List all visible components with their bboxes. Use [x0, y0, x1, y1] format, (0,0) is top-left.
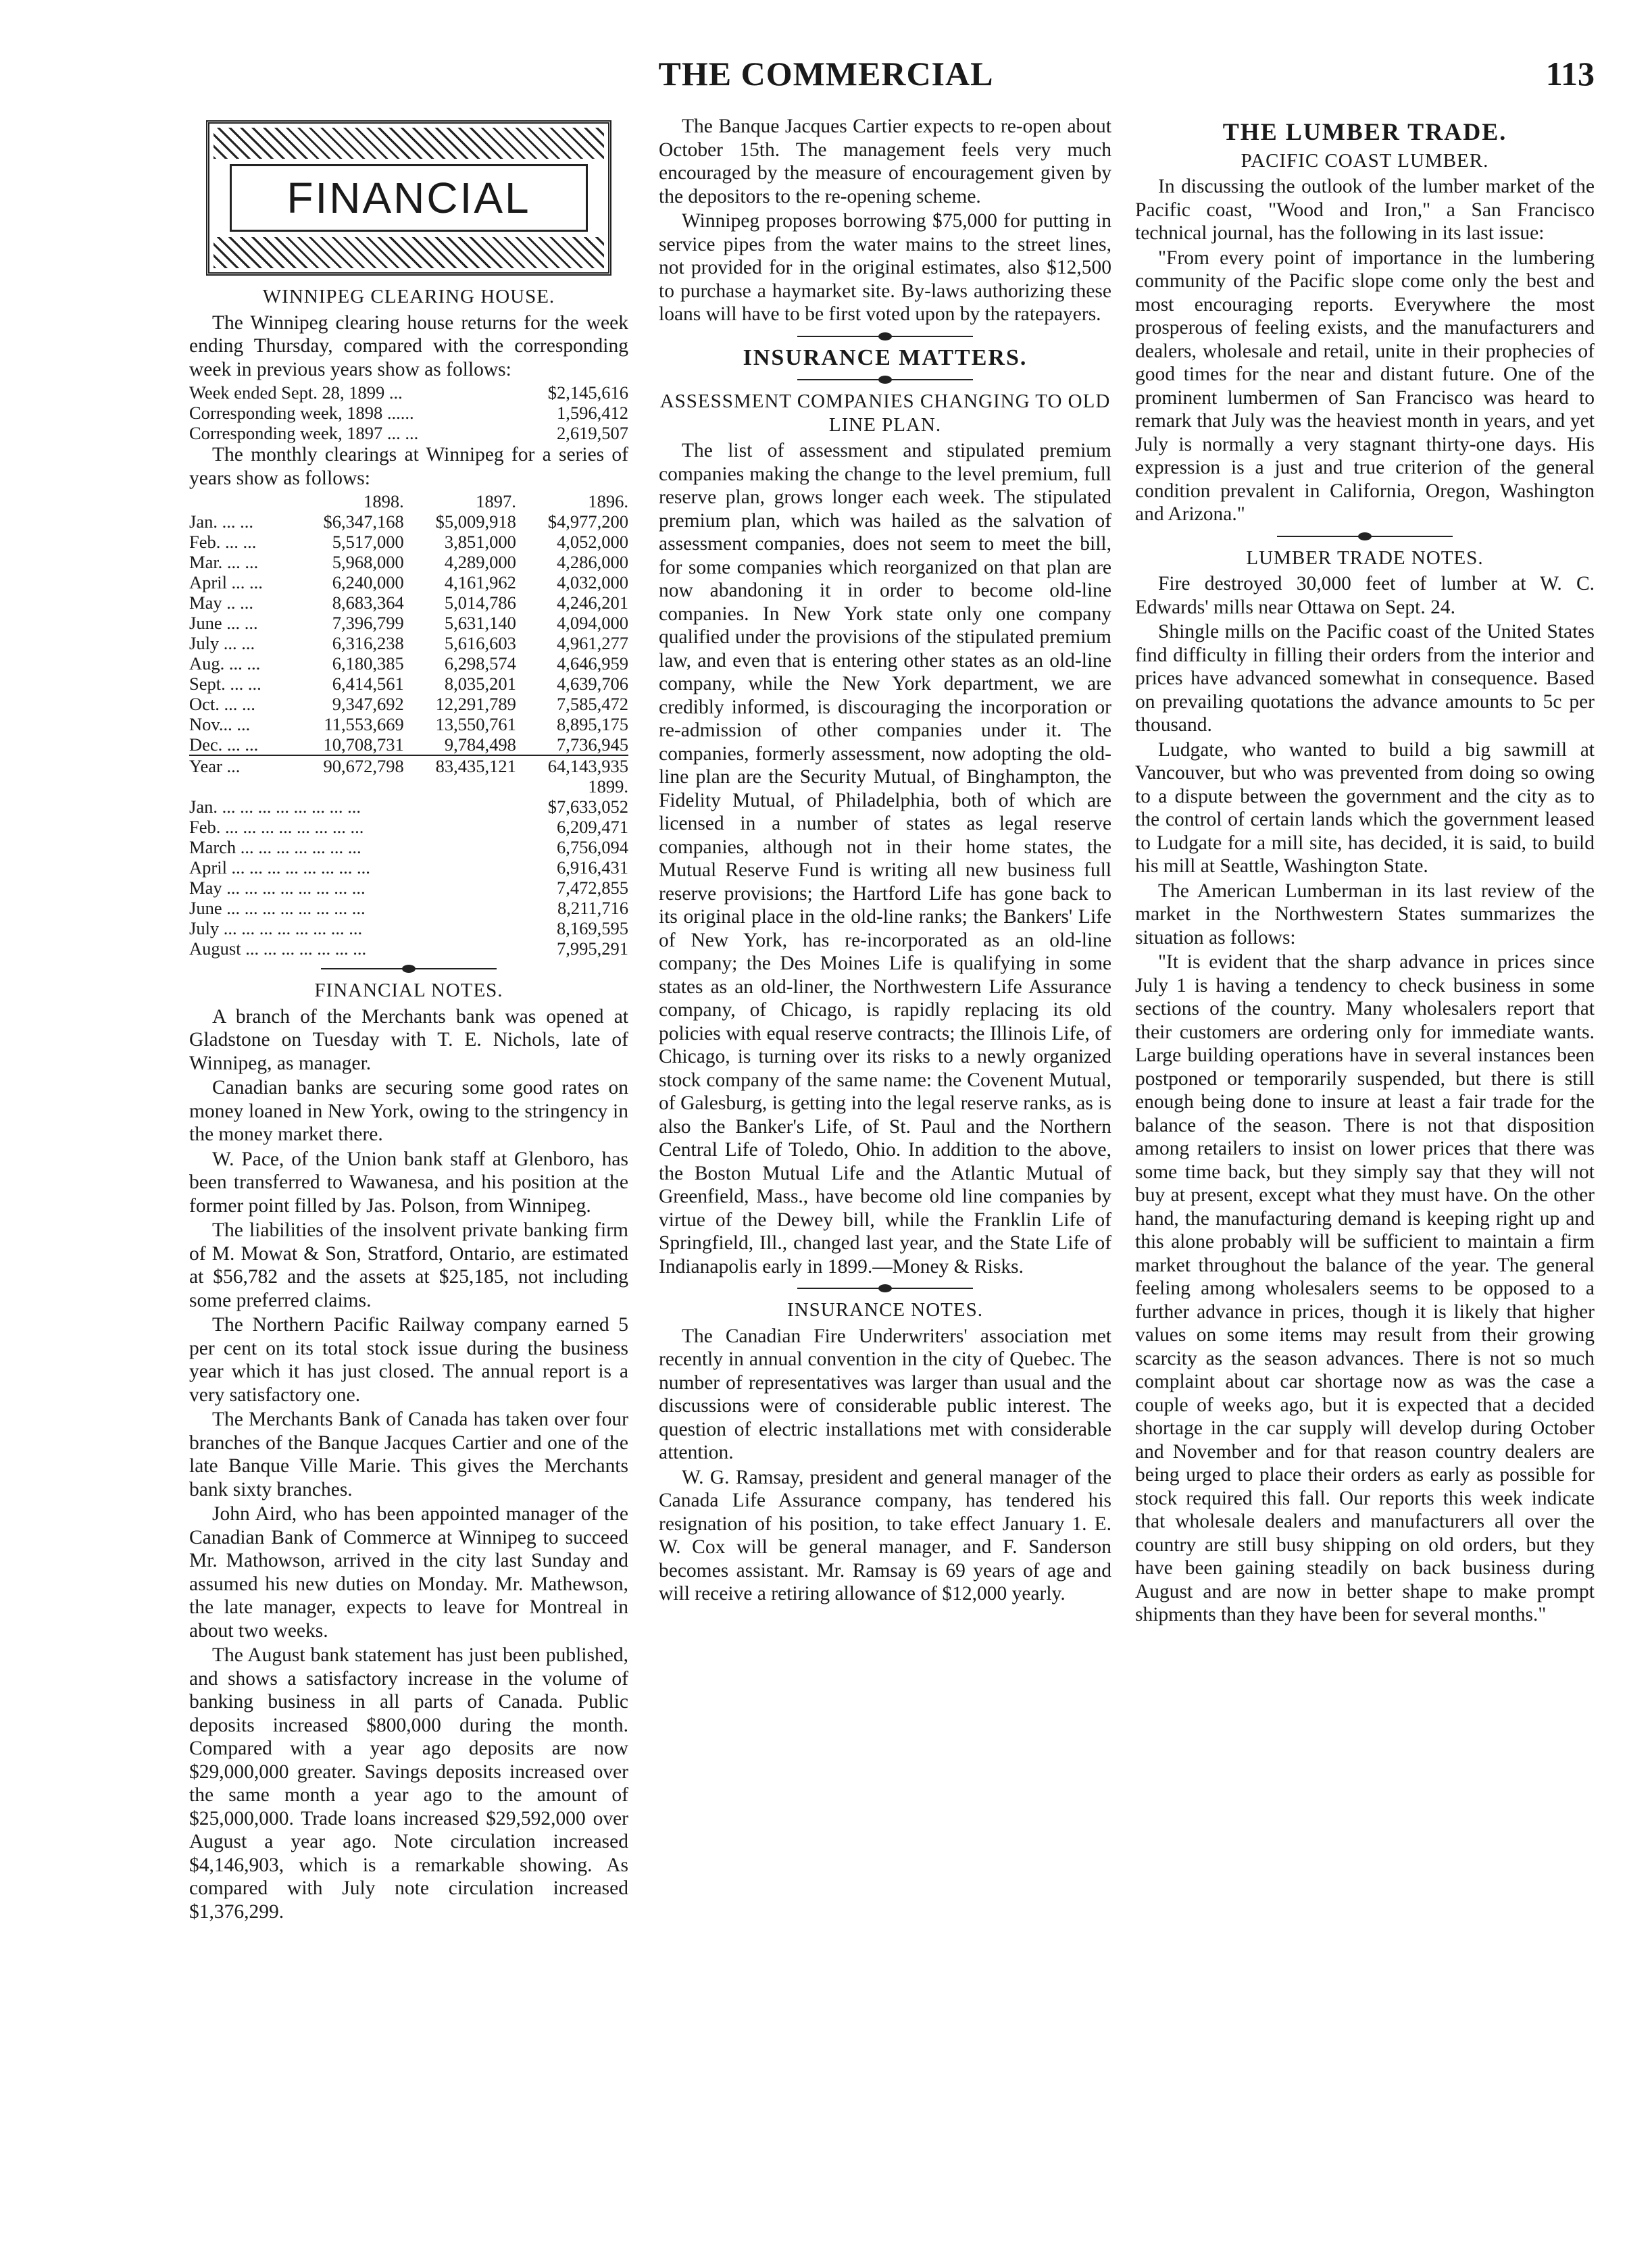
- divider: [797, 1288, 973, 1289]
- table-cell: 7,585,472: [557, 694, 628, 714]
- month-label: June ... ... ... ... ... ... ... ...: [189, 898, 366, 918]
- column-lumber: [1135, 120, 1595, 1628]
- lumber-notes: [1135, 572, 1595, 1627]
- section-heading: FINANCIAL NOTES.: [314, 980, 503, 1001]
- table-row: [189, 572, 628, 592]
- column-insurance: [659, 115, 1111, 1607]
- table-row: [189, 857, 628, 878]
- table-row: [189, 592, 628, 613]
- month-label: July ... ... ... ... ... ... ... ...: [189, 918, 363, 938]
- table-cell: 9,784,498: [444, 734, 516, 755]
- month-label: June ... ...: [189, 613, 258, 633]
- table-cell: 4,094,000: [557, 613, 628, 633]
- banner-label: FINANCIAL: [230, 164, 588, 232]
- table-cell: 7,995,291: [557, 938, 628, 959]
- paragraph: The Northern Pacific Railway company earned 5 per cent on its total stock issue during the business year which it has just closed. The annual report is a very satisfactory one.: [189, 1314, 628, 1406]
- section-heading: WINNIPEG CLEARING HOUSE.: [262, 286, 555, 307]
- banner-ornament: [214, 237, 604, 268]
- table-cell: 8,683,364: [332, 592, 404, 613]
- table-cell: 11,553,669: [324, 714, 404, 734]
- weekly-clearings: [189, 382, 628, 443]
- table-cell: 5,968,000: [332, 552, 404, 572]
- table-cell: 4,646,959: [557, 653, 628, 674]
- table-cell: 6,180,385: [332, 653, 404, 674]
- table-cell: 12,291,789: [435, 694, 516, 714]
- month-label: Sept. ... ...: [189, 674, 261, 694]
- table-cell: 4,052,000: [557, 532, 628, 552]
- table-row: [189, 817, 628, 837]
- table-cell: 4,289,000: [444, 552, 516, 572]
- table-cell: [189, 491, 292, 511]
- week-value: $2,145,616: [547, 382, 628, 403]
- table-header-row: [189, 491, 628, 511]
- table-cell: 10,708,731: [323, 734, 404, 755]
- table-cell: 90,672,798: [292, 755, 404, 776]
- table-row: [189, 694, 628, 714]
- sub-heading: PACIFIC COAST LUMBER.: [1241, 149, 1489, 172]
- table-cell: 64,143,935: [516, 755, 628, 776]
- paragraph: The Merchants Bank of Canada has taken over four branches of the Banque Jacques Cartier and one of the late Banque Ville Marie. This gives the Merchants bank sixty branches.: [189, 1409, 628, 1500]
- insurance-notes: [659, 1325, 1111, 1606]
- paragraph: Fire destroyed 30,000 feet of lumber at W. C. Edwards' mills near Ottawa on Sept. 24.: [1135, 573, 1595, 618]
- table-row: [189, 837, 628, 857]
- article-heading: ASSESSMENT COMPANIES CHANGING TO OLD LINE PLAN.: [659, 390, 1111, 436]
- week-row: [189, 403, 628, 423]
- paragraph: Canadian banks are securing some good rates on money loaned in New York, owing to the stringency in the money market there.: [189, 1077, 628, 1145]
- table-cell: 6,298,574: [444, 653, 516, 674]
- divider: [797, 336, 973, 337]
- page-header-title: THE COMMERCIAL: [658, 55, 994, 93]
- month-label: Feb. ... ... ... ... ... ... ... ...: [189, 817, 364, 837]
- table-cell: 5,014,786: [444, 592, 516, 613]
- paragraph: The liabilities of the insolvent private banking firm of M. Mowat & Son, Stratford, Ontario, are estimated at $56,782 and the assets at $25,185, not including some preferred claims.: [189, 1219, 628, 1311]
- financial-notes-cont: [659, 115, 1111, 326]
- table-row: [189, 532, 628, 552]
- table-cell: 4,639,706: [557, 674, 628, 694]
- section-heading: INSURANCE MATTERS.: [743, 345, 1028, 370]
- table-header-row: [189, 776, 628, 796]
- paragraph: The American Lumberman in its last review of the market in the Northwestern States summarizes the situation as follows:: [1135, 880, 1595, 949]
- section-heading: THE LUMBER TRADE.: [1222, 118, 1507, 145]
- paragraph: In discussing the outlook of the lumber market of the Pacific coast, "Wood and Iron," a San Francisco technical journal, has the following in its last issue:: [1135, 176, 1595, 244]
- table-cell: 5,616,603: [444, 633, 516, 653]
- month-label: Nov... ...: [189, 714, 251, 734]
- paragraph: The Banque Jacques Cartier expects to re-open about October 15th. The management feels very much encouraged by the measure of encouragement given by the depositors to the re-opening scheme.: [659, 116, 1111, 207]
- table-cell: 6,209,471: [557, 817, 628, 837]
- table-row: [189, 714, 628, 734]
- month-label: Dec. ... ...: [189, 734, 259, 755]
- month-label: May .. ...: [189, 592, 253, 613]
- table-cell: $4,977,200: [547, 511, 628, 532]
- table-cell: $5,009,918: [435, 511, 516, 532]
- divider: [797, 379, 973, 380]
- table-cell: 83,435,121: [404, 755, 516, 776]
- week-value: 2,619,507: [557, 423, 628, 443]
- monthly-clearings-table: [189, 491, 628, 959]
- table-cell: 8,169,595: [557, 918, 628, 938]
- paragraph: John Aird, who has been appointed manager of the Canadian Bank of Commerce at Winnipeg to succeed Mr. Mathowson, arrived in the city last Sunday and assumed his new duties on Monday. Mr. Mathewson, the late manager, expects to leave for Montreal in about two weeks.: [189, 1503, 628, 1642]
- table-cell: [189, 776, 516, 796]
- week-row: [189, 382, 628, 403]
- week-row: [189, 423, 628, 443]
- paragraph: Ludgate, who wanted to build a big sawmill at Vancouver, but who was prevented from doing so owing to a dispute between the government and the city as to the control of certain lands which the government leased to Ludgate for a mill site, has decided, it is said, to build his mill at Seattle, Washington State.: [1135, 738, 1595, 877]
- paragraph: W. G. Ramsay, president and general manager of the Canada Life Assurance company, has tendered his resignation of his position, to take effect January 1. E. W. Cox will be general manager, and F. Sanderson becomes assistant. Mr. Ramsay is 69 years of age and will receive a retiring allowance of $12,000 yearly.: [659, 1466, 1111, 1604]
- paragraph: The Canadian Fire Underwriters' association met recently in annual convention in the city of Quebec. The number of representatives was larger than usual and the discussions were of considerable public interest. The question of electric installations met with considerable attention.: [659, 1325, 1111, 1463]
- month-label: Feb. ... ...: [189, 532, 257, 552]
- table-cell: 4,286,000: [557, 552, 628, 572]
- year-header: 1899.: [588, 776, 628, 796]
- divider: [1277, 536, 1453, 537]
- table-cell: 6,414,561: [332, 674, 404, 694]
- table-cell: 7,736,945: [557, 734, 628, 755]
- table-cell: $7,633,052: [547, 796, 628, 817]
- month-label: April ... ...: [189, 572, 263, 592]
- month-label: August ... ... ... ... ... ... ...: [189, 938, 367, 959]
- table-cell: 4,961,277: [557, 633, 628, 653]
- paragraph: W. Pace, of the Union bank staff at Glenboro, has been transferred to Wawanesa, and his position at the former point filled by Jas. Polson, from Winnipeg.: [189, 1148, 628, 1217]
- table-cell: 5,631,140: [444, 613, 516, 633]
- paragraph: The August bank statement has just been published, and shows a satisfactory increase in the volume of banking business in all parts of Canada. Public deposits increased $800,000 during the month. Compared with a year ago deposits are now $29,000,000 greater. Savings deposits increased over the same month a year ago to the amount of $25,000,000. Trade loans increased $29,592,000 over August a year ago. Note circulation increased $4,146,903, which is a remarkable showing. As compared with July note circulation increased $1,376,299.: [189, 1644, 628, 1923]
- article-body: The list of assessment and stipulated premium companies making the change to the level premium, full reserve plan, grows longer each week. The stipulated premium plan, which was hailed as the salvation of assessment companies, does not seem to meet the bill, for some companies which reorganized on that plan are now abandoning it in order to become old-line companies. In New York state only one company qualified under the provisions of the stipulated premium law, and even that is entering other states as an old-line company, while the New York department, we are credibly informed, is discouraging the incorporation or re-admission of other companies under it. The companies, formerly assessment, now adopting the old-line plan are the Security Mutual, of Binghampton, the Fidelity Mutual, of Philadelphia, both of which are licensed in a number of states as legal reserve companies, although not in their home states, the Mutual Reserve Fund is writing all new business full reserve provisions; the Hartford Life has gone back to its original place in the old-line ranks; the Bankers' Life of New York, has re-incorporated as an old-line company; the Des Moines Life is qualifying in some states as an old-liner, the Northwestern Life Assurance company, of Chicago, is rapidly replacing its old policies with equal reserve contracts; the Illinois Life, of Chicago, is turning over its risks to a newly organized stock company of the same name: the Covenent Mutual, of Galesburg, is getting into the legal reserve ranks, as is also the Banker's Life, of St. Paul and the Northern Central Life of Toledo, Ohio. In addition to the above, the Boston Mutual Life and the Atlantic Mutual of Greenfield, Mass., have become old line companies by virtue of the Dewey bill, while the Franklin Life of Springfield, Ill., changed last year, and the State Life of Indianapolis early in 1899.—Money & Risks.: [659, 440, 1111, 1278]
- section-heading: INSURANCE NOTES.: [787, 1299, 983, 1321]
- week-label: Corresponding week, 1897 ... ...: [189, 423, 419, 443]
- table-cell: 8,035,201: [444, 674, 516, 694]
- paragraph: The monthly clearings at Winnipeg for a series of years show as follows:: [189, 444, 628, 489]
- table-row: [189, 734, 628, 755]
- table-row: [189, 938, 628, 959]
- month-label: May ... ... ... ... ... ... ... ...: [189, 878, 366, 898]
- paragraph: Shingle mills on the Pacific coast of the United States find difficulty in filling their orders from the interior and prices have advanced somewhat in consequence. Based on prevailing quotations the advance amounts to 5c per thousand.: [1135, 621, 1595, 736]
- month-label: Mar. ... ...: [189, 552, 259, 572]
- year-header: 1898.: [364, 491, 404, 511]
- table-cell: 8,211,716: [557, 898, 628, 918]
- month-label: Jan. ... ... ... ... ... ... ... ...: [189, 796, 361, 817]
- table-row: [189, 674, 628, 694]
- month-label: April ... ... ... ... ... ... ... ...: [189, 857, 370, 878]
- table-cell: 6,316,238: [332, 633, 404, 653]
- table-cell: 4,161,962: [444, 572, 516, 592]
- table-cell: 6,756,094: [557, 837, 628, 857]
- table-row: [189, 918, 628, 938]
- paragraph: A branch of the Merchants bank was opened at Gladstone on Tuesday with T. E. Nichols, late of Winnipeg, as manager.: [189, 1005, 628, 1074]
- month-label: Jan. ... ...: [189, 511, 253, 532]
- table-cell: 6,240,000: [332, 572, 404, 592]
- total-label: Year ...: [189, 755, 292, 776]
- table-cell: 13,550,761: [435, 714, 516, 734]
- week-label: Corresponding week, 1898 ......: [189, 403, 414, 423]
- column-financial: [189, 120, 628, 1925]
- table-row: [189, 755, 628, 776]
- table-cell: 4,032,000: [557, 572, 628, 592]
- banner-ornament: [214, 128, 604, 159]
- paragraph: Winnipeg proposes borrowing $75,000 for putting in service pipes from the water mains to the street lines, not provided for in the original estimates, also $12,500 to purchase a haymarket site. By-laws authorizing these loans will have to be first voted upon by the ratepayers.: [659, 210, 1111, 325]
- year-header: 1897.: [476, 491, 516, 511]
- quote: "From every point of importance in the lumbering community of the Pacific slope come only the best and most encouraging reports. Everywhere the most prosperous of feeling exists, and the manufacturers and dealers, wholesale and retail, unite in their prophecies of good times for the near and distant future. One of the prominent lumbermen of San Francisco was heard to remark that July was the heaviest month in years, and yet July is normally a very stagnant thirty-one days. His expression is a just and true criterion of the general condition prevalent in California, Oregon, Washington and Arizona.": [1135, 247, 1595, 525]
- year-header: 1896.: [588, 491, 628, 511]
- paragraph: "It is evident that the sharp advance in prices since July 1 is having a tendency to check business in some sections of the country. Many wholesalers report that their customers are ordering only for immediate wants. Large building operations have in several instances been postponed or temporarily suspended, but there is still enough being done to insure at least a fair trade for the balance of the season. There is not that disposition among retailers to insist on lower prices that there was some time back, but they simply say that they will not buy at present, except what they must have. On the other hand, the manufacturing demand is keeping right up and this alone probably will be sufficient to maintain a firm market throughout the balance of the year. The general feeling among wholesalers seems to be opposed to a further advance in prices, though it is likely that higher values on some items may result from their growing scarcity as the season advances. There is not so much complaint about car shortage now as was the case a couple of weeks ago, but it is expected that a decided shortage in the car supply will develop during October and November and for that reason country dealers are being urged to place their orders as early as possible for stock required this fall. Our reports this week indicate that wholesale dealers and manufacturers all over the country are still busy shipping on old orders, but they have been gaining steadily on back business during August and are now in better shape to make prompt shipments than they have been for several months.": [1135, 951, 1595, 1625]
- table-cell: 7,472,855: [557, 878, 628, 898]
- month-label: July ... ...: [189, 633, 255, 653]
- section-heading: LUMBER TRADE NOTES.: [1246, 547, 1484, 569]
- week-value: 1,596,412: [557, 403, 628, 423]
- table-cell: 4,246,201: [557, 592, 628, 613]
- month-label: Oct. ... ...: [189, 694, 255, 714]
- table-cell: 5,517,000: [332, 532, 404, 552]
- table-cell: 8,895,175: [557, 714, 628, 734]
- month-label: March ... ... ... ... ... ... ...: [189, 837, 361, 857]
- table-cell: 3,851,000: [444, 532, 516, 552]
- table-cell: 9,347,692: [332, 694, 404, 714]
- table-row: [189, 796, 628, 817]
- table-row: [189, 511, 628, 532]
- month-label: Aug. ... ...: [189, 653, 261, 674]
- page-number: 113: [1545, 55, 1595, 93]
- week-label: Week ended Sept. 28, 1899 ...: [189, 382, 403, 403]
- divider: [321, 968, 497, 969]
- table-cell: 6,916,431: [557, 857, 628, 878]
- table-row: [189, 898, 628, 918]
- table-cell: 7,396,799: [332, 613, 404, 633]
- paragraph: The Winnipeg clearing house returns for the week ending Thursday, compared with the corresponding week in previous years show as follows:: [189, 311, 628, 380]
- table-row: [189, 633, 628, 653]
- table-row: [189, 613, 628, 633]
- financial-notes: [189, 1005, 628, 1924]
- financial-banner: [206, 120, 611, 276]
- table-row: [189, 552, 628, 572]
- table-row: [189, 653, 628, 674]
- table-cell: $6,347,168: [323, 511, 404, 532]
- table-row: [189, 878, 628, 898]
